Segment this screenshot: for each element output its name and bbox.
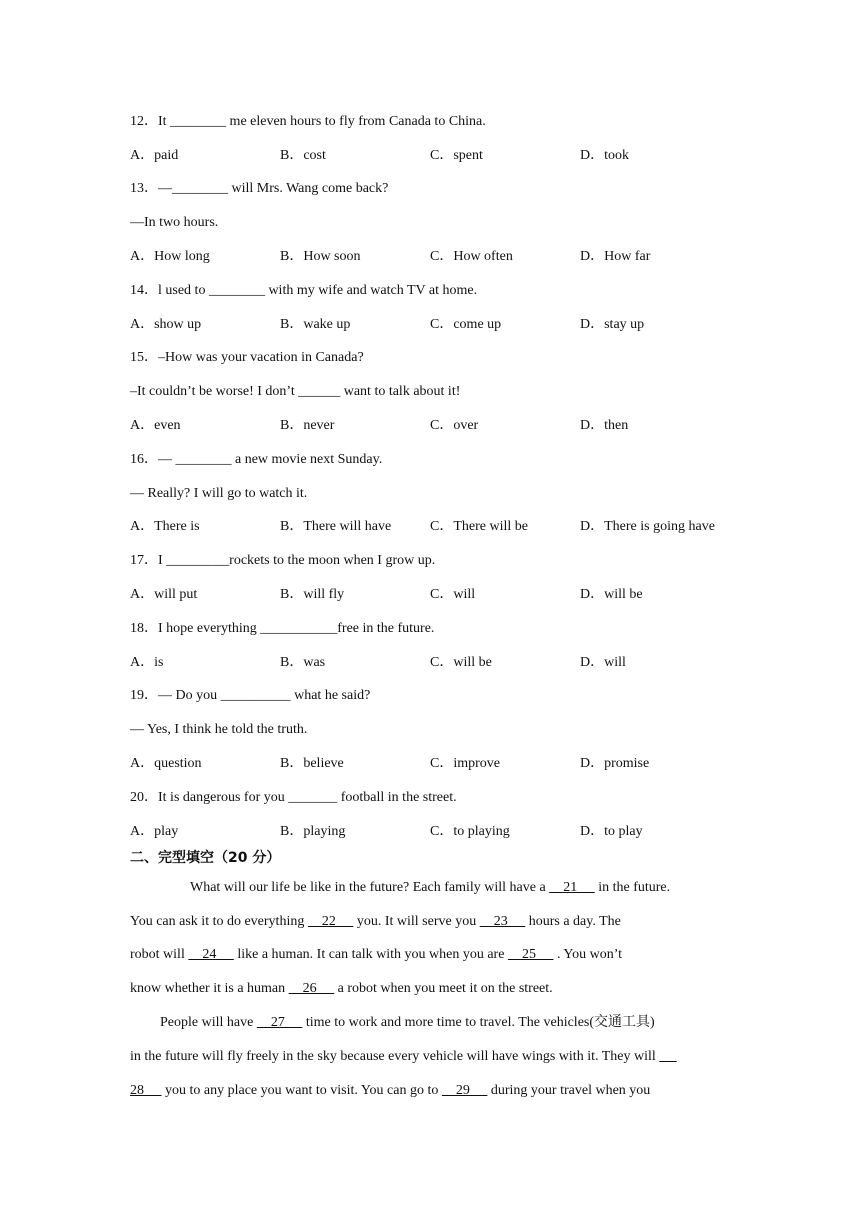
option-c: C．will (430, 587, 476, 602)
option-a: A．question (130, 756, 202, 771)
option-b: B．was (280, 655, 326, 670)
question-reply: –It couldn’t be worse! I don’t ______ want to talk about it! (130, 384, 461, 399)
option-d: D．There is going have (580, 519, 715, 534)
option-c: C．How often (430, 249, 513, 264)
passage-text: time to work and more time to travel. The vehicles(交通工具) (302, 1015, 655, 1030)
passage-text: robot will (130, 947, 189, 962)
option-a: A．There is (130, 519, 200, 534)
option-a: A．is (130, 655, 164, 670)
option-d: D．How far (580, 249, 651, 264)
cloze-blank: 23 (479, 914, 526, 929)
passage-text: like a human. It can talk with you when you are (233, 947, 508, 962)
option-d: D．to play (580, 824, 643, 839)
option-a: A．even (130, 418, 181, 433)
option-a: A．How long (130, 249, 210, 264)
option-d: D．will be (580, 587, 643, 602)
option-c: C．There will be (430, 519, 528, 534)
question-stem: 19．— Do you __________ what he said? (130, 688, 371, 703)
passage-line (130, 913, 621, 931)
question-stem: 15．–How was your vacation in Canada? (130, 350, 364, 365)
passage-text: you. It will serve you (353, 914, 480, 929)
cloze-blank: 29 (441, 1083, 488, 1098)
passage-text: . You won’t (553, 947, 623, 962)
question-reply: —In two hours. (130, 215, 219, 230)
passage-text: you to any place you want to visit. You can go to (161, 1083, 442, 1098)
cloze-blank: 26 (288, 981, 335, 996)
question-reply: — Yes, I think he told the truth. (130, 722, 308, 737)
section-heading: 二、完型填空（20 分） (130, 850, 281, 866)
question-stem: 12．It ________ me eleven hours to fly from Canada to China. (130, 114, 486, 129)
cloze-blank: 24 (188, 947, 234, 962)
question-stem: 17．I _________rockets to the moon when I grow up. (130, 553, 436, 568)
passage-text: in the future. (594, 880, 671, 895)
cloze-blank: 27 (256, 1015, 303, 1030)
passage-text: hours a day. The (525, 914, 621, 929)
option-a: A．play (130, 824, 179, 839)
question-stem: 14．l used to ________ with my wife and watch TV at home. (130, 283, 478, 298)
option-a: A．show up (130, 317, 202, 332)
option-b: B．How soon (280, 249, 361, 264)
passage-text: People will have (160, 1015, 257, 1030)
question-stem: 16．— ________ a new movie next Sunday. (130, 452, 383, 467)
question-stem: 13．—________ will Mrs. Wang come back? (130, 181, 389, 196)
passage-line (130, 980, 553, 998)
option-b: B．believe (280, 756, 344, 771)
option-d: D．took (580, 148, 629, 163)
option-d: D．will (580, 655, 626, 670)
passage-text: What will our life be like in the future? Each family will have a (190, 880, 550, 895)
passage-text: in the future will fly freely in the sky because every vehicle will have wings with it. They will (130, 1049, 660, 1064)
cloze-blank: 22 (307, 914, 354, 929)
option-c: C．to playing (430, 824, 510, 839)
option-c: C．come up (430, 317, 502, 332)
passage-line (160, 1014, 655, 1032)
option-a: A．paid (130, 148, 179, 163)
cloze-blank (659, 1049, 677, 1064)
option-b: B．will fly (280, 587, 345, 602)
passage-text: You can ask it to do everything (130, 914, 308, 929)
passage-text: know whether it is a human (130, 981, 289, 996)
option-b: B．cost (280, 148, 326, 163)
passage-line (130, 946, 622, 964)
option-d: D．stay up (580, 317, 645, 332)
question-stem: 18．I hope everything ___________free in the future. (130, 621, 435, 636)
option-c: C．improve (430, 756, 500, 771)
passage-text: during your travel when you (487, 1083, 651, 1098)
option-d: D．then (580, 418, 629, 433)
passage-line (130, 1082, 650, 1100)
option-b: B．There will have (280, 519, 392, 534)
option-a: A．will put (130, 587, 198, 602)
cloze-blank: 28 (130, 1083, 162, 1098)
passage-line (190, 879, 670, 897)
passage-text: a robot when you meet it on the street. (334, 981, 553, 996)
option-c: C．over (430, 418, 479, 433)
option-d: D．promise (580, 756, 650, 771)
option-c: C．spent (430, 148, 483, 163)
option-b: B．playing (280, 824, 346, 839)
passage-line (130, 1048, 677, 1066)
question-reply: — Really? I will go to watch it. (130, 486, 308, 501)
cloze-blank: 21 (549, 880, 595, 895)
option-c: C．will be (430, 655, 492, 670)
option-b: B．wake up (280, 317, 351, 332)
cloze-blank: 25 (507, 947, 554, 962)
option-b: B．never (280, 418, 335, 433)
question-stem: 20．It is dangerous for you _______ football in the street. (130, 790, 457, 805)
